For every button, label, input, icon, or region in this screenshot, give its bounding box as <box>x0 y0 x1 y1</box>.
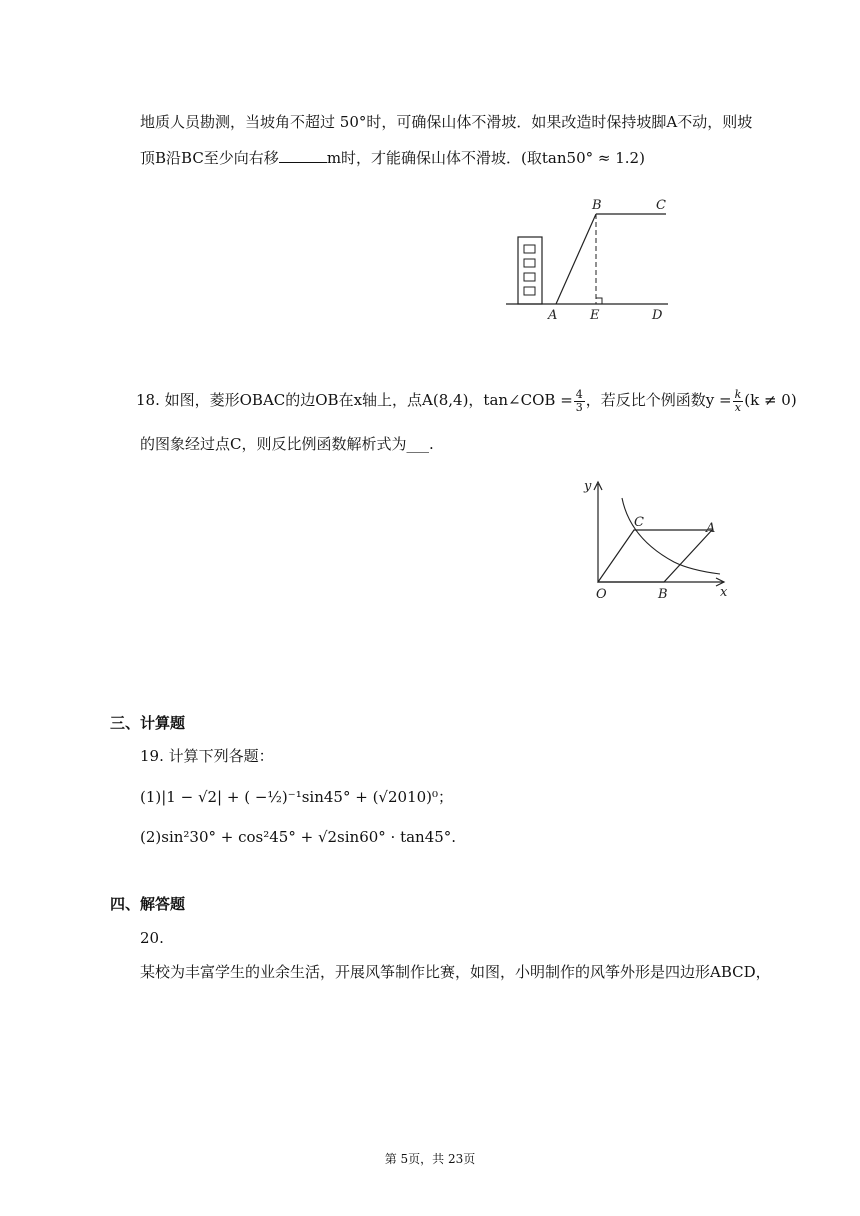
page-footer: 第 5页，共 23页 <box>384 1152 476 1166</box>
building-window <box>524 245 535 253</box>
q18-rhombus-figure <box>578 478 738 603</box>
label-d: D <box>652 308 663 323</box>
label-o: O <box>596 587 607 602</box>
section-3-heading: 三、计算题 <box>110 714 186 732</box>
slope-ab <box>556 214 596 304</box>
q18-text-c: (k ≠ 0) <box>744 391 797 409</box>
building-window <box>524 259 535 267</box>
q18-text-b: ，若反比个例函数y = <box>585 391 732 409</box>
label-x: x <box>720 585 728 600</box>
label-a: A <box>548 308 558 323</box>
q18-text-line2: 的图象经过点C，则反比例函数解析式为___. <box>140 435 434 453</box>
label-b: B <box>658 587 668 602</box>
q17-text-line2-a: 顶B沿BC至少向右移 <box>140 149 279 167</box>
q19-part1: (1)|1 − √2| + ( −½)⁻¹sin45° + (√2010)⁰； <box>140 788 454 806</box>
q18-text-a: 18. 如图，菱形OBAC的边OB在x轴上，点A(8,4)，tan∠COB = <box>136 391 573 409</box>
fraction-4-3: $\frac{4}{3}$ <box>575 387 583 414</box>
label-c: C <box>634 515 644 530</box>
q20-number: 20. <box>140 929 164 947</box>
q19-stem: 19. 计算下列各题： <box>140 747 274 765</box>
building <box>518 237 542 304</box>
hyperbola-curve <box>622 498 720 574</box>
q17-text-line1: 地质人员勘测，当坡角不超过 50°时，可确保山体不滑坡．如果改造时保持坡脚A不动，则坡 <box>140 113 753 131</box>
q19-part2: (2)sin²30° + cos²45° + √2sin60° · tan45°. <box>140 828 457 846</box>
label-e: E <box>590 308 600 323</box>
q17-slope-figure <box>500 195 690 325</box>
label-c: C <box>656 198 666 213</box>
rhombus-obac <box>598 530 712 582</box>
label-b: B <box>592 198 602 213</box>
fraction-k-x: $\frac{k}{x}$ <box>734 387 742 414</box>
label-a: A <box>706 521 716 536</box>
label-y: y <box>584 479 592 494</box>
building-window <box>524 273 535 281</box>
q17-text-line2 <box>140 146 645 168</box>
q17-text-line2-b: m时，才能确保山体不滑坡．(取tan50° ≈ 1.2) <box>326 149 645 167</box>
section-4-heading: 四、解答题 <box>110 895 186 913</box>
building-window <box>524 287 535 295</box>
q18-text-line1 <box>136 387 797 413</box>
right-angle-mark <box>596 298 602 304</box>
q20-text: 某校为丰富学生的业余生活，开展风筝制作比赛，如图，小明制作的风筝外形是四边形ABCD， <box>140 963 771 981</box>
q17-answer-blank[interactable] <box>279 146 327 163</box>
